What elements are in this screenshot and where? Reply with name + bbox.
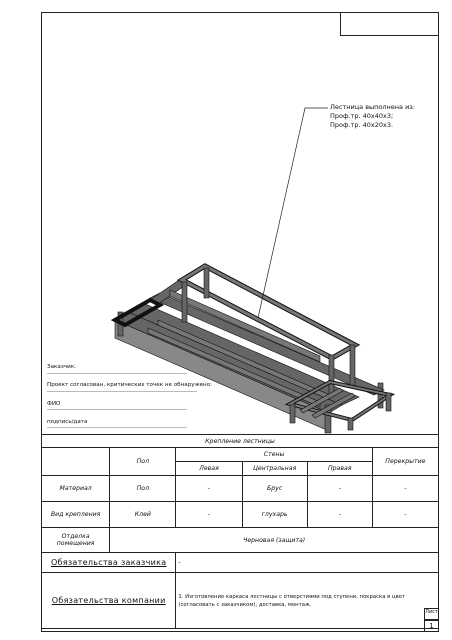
row-mount-ceiling: - [372, 502, 438, 528]
row-mount-left: - [176, 502, 242, 528]
callout-leader-line [258, 108, 328, 318]
callout-line-2: Проф.тр. 40х40х3; [330, 112, 394, 120]
callout-line-1: Лестница выполнена из: [330, 103, 415, 111]
material-callout [330, 103, 415, 130]
row-finish-label: Отделка помещения [42, 528, 110, 553]
row-material-left: - [176, 476, 242, 502]
frame-post [204, 268, 209, 298]
frame-post [386, 393, 391, 411]
company-obligations-label: Обязательства компании [42, 573, 176, 629]
header-floor: Пол [110, 448, 176, 476]
row-mount-floor: Клей [110, 502, 176, 528]
fio-line [47, 409, 187, 410]
row-mount-label: Вид крепления [42, 502, 110, 528]
row-material-right: - [307, 476, 372, 502]
customer-line [47, 373, 187, 374]
customer-label: Заказчик: [47, 364, 76, 370]
header-center: Центральная [242, 462, 307, 476]
mounting-spec-table [41, 434, 439, 629]
sheet-number: 1 [424, 620, 439, 632]
frame-post [290, 405, 295, 423]
signature-line [47, 427, 187, 428]
project-approved-label: Проект согласован, критических точек не обнаружено: [47, 382, 213, 388]
frame-post [182, 282, 187, 322]
company-obligations-value: 1. Изготовление каркаса лестницы с отверстиями под ступени, покраска в цвет (согласовать с заказчиком), доставка, монтаж. [176, 573, 439, 629]
customer-obligations-label: Обязательства заказчика [42, 553, 176, 573]
header-left: Левая [176, 462, 242, 476]
row-material-floor: Пол [110, 476, 176, 502]
frame-post [348, 418, 353, 430]
row-material-ceiling: - [372, 476, 438, 502]
header-walls: Стены [176, 448, 372, 462]
header-ceiling: Перекрытие [372, 448, 438, 476]
frame-post [329, 355, 334, 395]
row-material-center: Брус [242, 476, 307, 502]
customer-obligations-value: - [176, 553, 439, 573]
row-mount-right: - [307, 502, 372, 528]
project-line [47, 391, 197, 392]
header-right: Правая [307, 462, 372, 476]
frame-post [350, 345, 355, 387]
table-title: Крепление лестницы [42, 435, 439, 448]
sheet-label: Лист [424, 608, 439, 620]
row-material-label: Материал [42, 476, 110, 502]
row-finish-value: Черновая (защита) [110, 528, 439, 553]
fio-label: ФИО [47, 401, 61, 407]
callout-line-3: Проф.тр. 40х20х3. [330, 121, 394, 129]
row-mount-center: глухарь [242, 502, 307, 528]
signature-label: подпись/дата [47, 419, 88, 425]
empty-header-cell [42, 448, 110, 476]
